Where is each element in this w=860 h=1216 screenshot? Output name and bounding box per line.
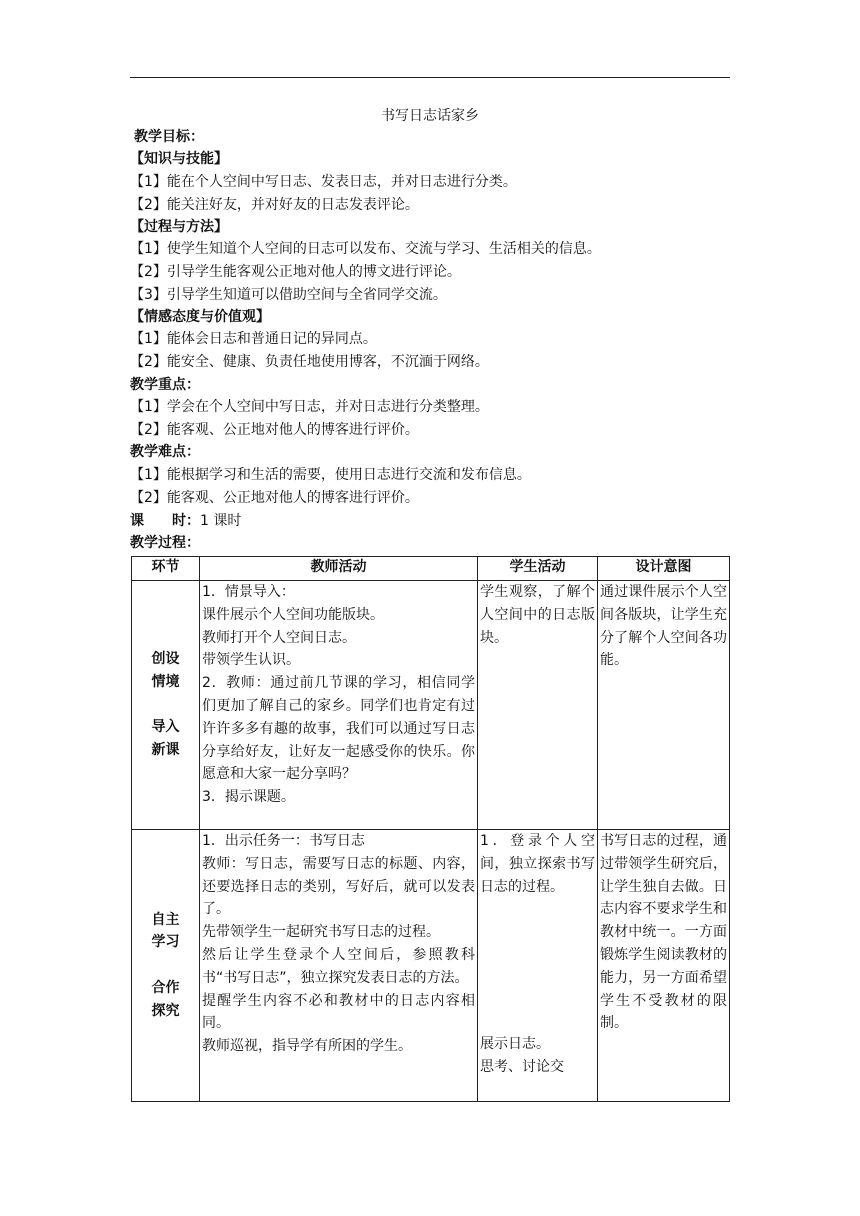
stage-text: 合作: [151, 979, 180, 996]
student-activity-cell: [478, 830, 598, 1102]
knowledge-item-2: 【2】能关注好友，并对好友的日志发表评论。: [130, 197, 419, 213]
teacher-paragraph: 1．出示任务一：书写日志: [202, 833, 365, 849]
stage-text: 探究: [151, 1002, 180, 1019]
teacher-paragraph: 2．教师：通过前几节课的学习，相信同学们更加了解自己的家乡。同学们也肯定有过许许多多有趣的故事，我们可以通过写日志分享给好友，让好友一起感受你的快乐。你愿意和大家一起分享吗？: [202, 675, 475, 783]
stage-cell: [132, 830, 200, 1102]
keypoints-item-1: 【1】学会在个人空间中写日志，并对日志进行分类整理。: [130, 399, 489, 415]
teacher-paragraph: 教师巡视，指导学有所困的学生。: [202, 1038, 412, 1055]
teacher-paragraph: 教师打开个人空间日志。: [202, 629, 356, 646]
class-period: [130, 510, 241, 532]
period-value: 1 课时: [200, 513, 242, 529]
header-student-activity: 学生活动: [478, 557, 598, 581]
teacher-paragraph: 课件展示个人空间功能版块。: [202, 606, 384, 623]
difficulties-item-1: 【1】能根据学习和生活的需要，使用日志进行交流和发布信息。: [130, 467, 531, 483]
stage-gap: [134, 694, 197, 717]
stage-gap: [134, 954, 197, 977]
table-header-row: [132, 557, 730, 581]
teacher-paragraph: 1．情景导入：: [202, 584, 295, 600]
design-paragraph: 书写日志的过程，通过带领学生研究后，让学生独自去做。日志内容不要求学生和教材中统一。一方面锻炼学生阅读教材的能力，另一方面希望学生不受教材的限制。: [600, 833, 727, 1032]
process-heading: 【过程与方法】: [130, 219, 228, 235]
header-teacher-activity: 教师活动: [200, 557, 478, 581]
header-stage: 环节: [132, 557, 200, 581]
teacher-paragraph: 带领学生认识。: [202, 652, 300, 669]
teacher-activity-cell: [200, 830, 478, 1102]
lesson-process-table: [131, 556, 730, 1102]
teacher-paragraph: 提醒学生内容不必和教材中的日志内容相同。: [202, 992, 475, 1032]
stage-text: 学习: [151, 934, 180, 951]
design-intent-cell: [598, 830, 730, 1102]
stage-text: 自主: [151, 911, 180, 928]
table-row: [132, 830, 730, 1102]
table-row: [132, 581, 730, 830]
teacher-paragraph: 然后让学生登录个人空间后，参照教科书“书写日志”，独立探究发表日志的方法。: [202, 946, 475, 986]
difficulties-item-2: 【2】能客观、公正地对他人的博客进行评价。: [130, 490, 419, 506]
emotion-item-1: 【1】能体会日志和普通日记的异同点。: [130, 331, 377, 347]
knowledge-item-1: 【1】能在个人空间中写日志、发表日志，并对日志进行分类。: [130, 174, 517, 190]
teacher-activity-cell: [200, 581, 478, 830]
knowledge-heading: 【知识与技能】: [130, 151, 228, 167]
stage-text: 新课: [151, 742, 180, 759]
document-title: 书写日志话家乡: [381, 108, 479, 124]
teacher-paragraph: 教师：写日志，需要写日志的标题、内容，还要选择日志的类别，写好后，就可以发表了。: [202, 855, 475, 918]
teacher-paragraph: 先带领学生一起研究书写日志的过程。: [202, 924, 440, 941]
student-paragraph: 展示日志。: [480, 1036, 550, 1052]
design-paragraph: 通过课件展示个人空间各版块，让学生充分了解个人空间各功能。: [600, 584, 727, 669]
process-item-2: 【2】引导学生能客观公正地对他人的博文进行评论。: [130, 264, 461, 280]
difficulties-heading: 教学难点：: [130, 444, 200, 460]
student-activity-cell: [478, 581, 598, 830]
process-item-1: 【1】使学生知道个人空间的日志可以发布、交流与学习、生活相关的信息。: [130, 241, 601, 257]
header-rule: [130, 77, 730, 78]
student-paragraph: 思考、讨论交: [480, 1059, 564, 1075]
process-title: 教学过程：: [130, 535, 200, 551]
student-paragraph: 学生观察，了解个人空间中的日志版块。: [480, 584, 595, 646]
student-paragraph: 1．登录个人空间，独立探索书写日志的过程。: [480, 833, 595, 895]
stage-text: 创设: [151, 651, 180, 667]
keypoints-heading: 教学重点：: [130, 377, 200, 393]
header-design-intent: 设计意图: [598, 557, 730, 581]
stage-text: 导入: [151, 719, 180, 736]
design-intent-cell: [598, 581, 730, 830]
teacher-paragraph: 3．揭示课题。: [202, 789, 295, 806]
emotion-item-2: 【2】能安全、健康、负责任地使用博客，不沉湎于网络。: [130, 354, 489, 370]
period-label: 课 时：: [130, 513, 200, 529]
objectives-heading: 教学目标：: [134, 129, 204, 145]
process-item-3: 【3】引导学生知道可以借助空间与全省同学交流。: [130, 287, 447, 303]
stage-text: 情境: [151, 673, 180, 690]
keypoints-item-2: 【2】能客观、公正地对他人的博客进行评价。: [130, 422, 419, 438]
stage-cell: [132, 581, 200, 830]
emotion-heading: 【情感态度与价值观】: [130, 309, 270, 325]
